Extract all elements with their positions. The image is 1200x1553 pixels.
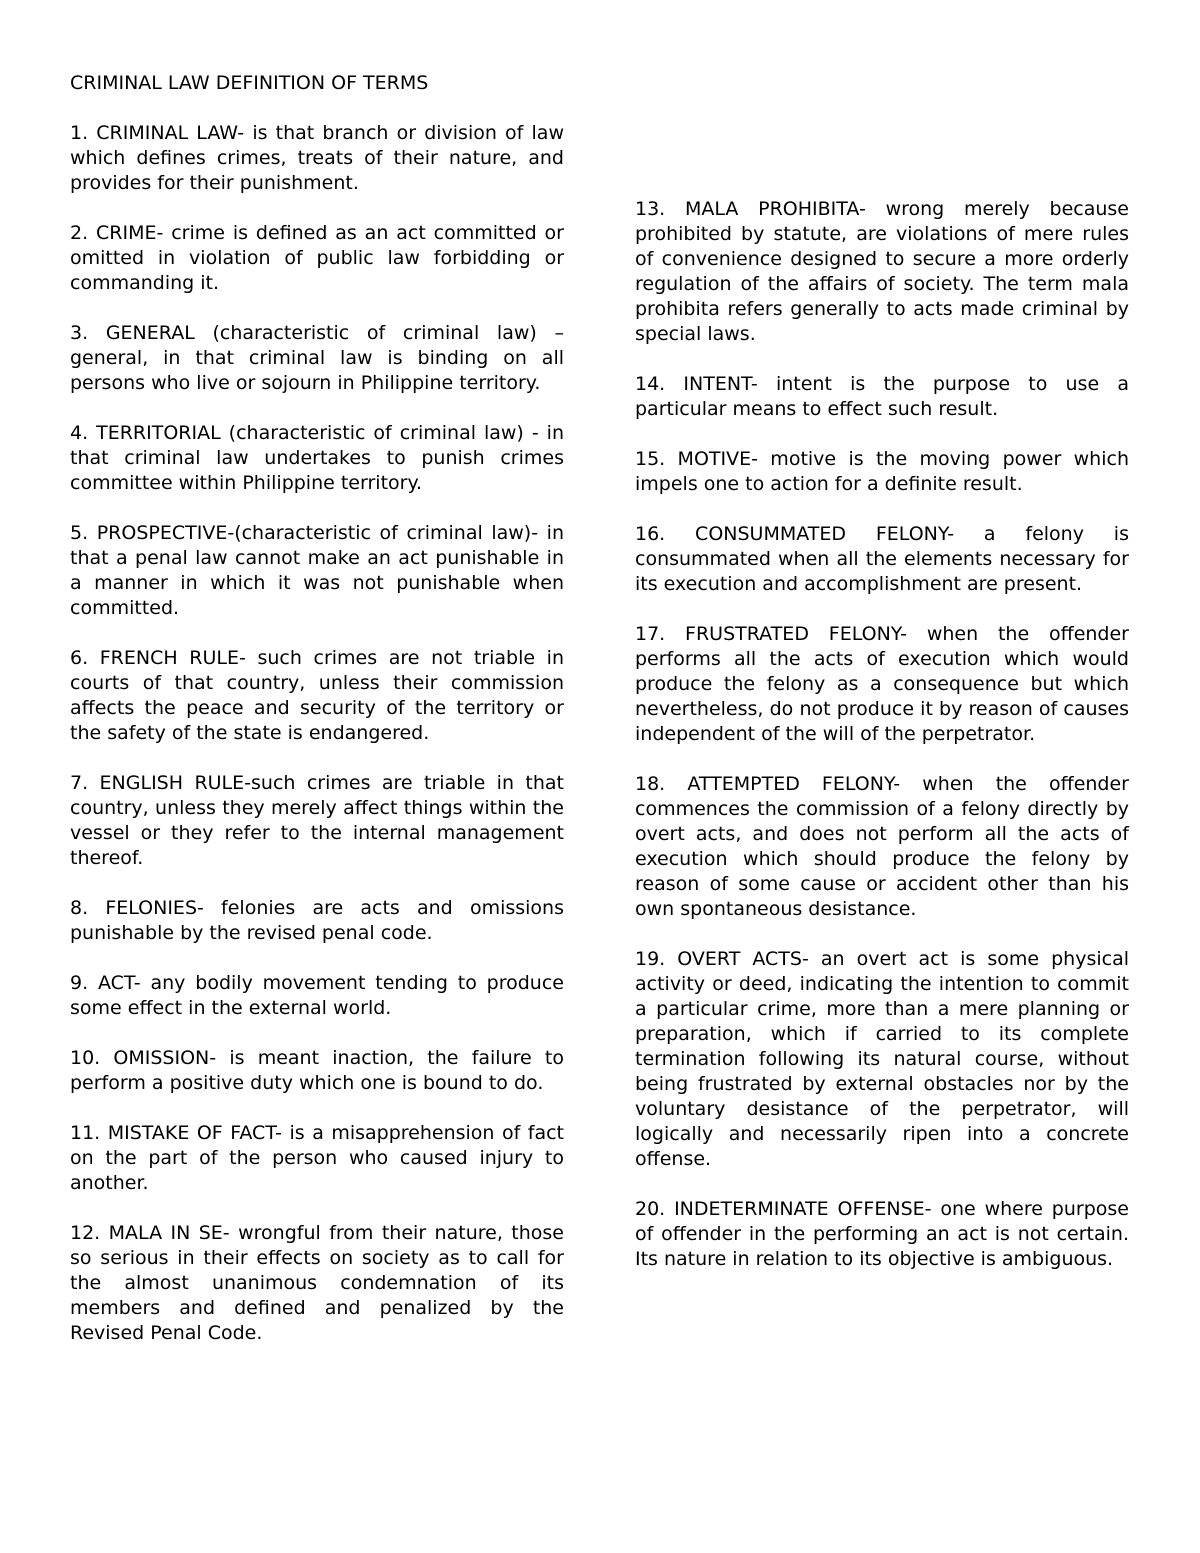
term-general: 3. GENERAL (characteristic of criminal law) – general, in that criminal law is binding on all persons who live or sojourn in Philippine territory. bbox=[70, 322, 564, 394]
right-column bbox=[635, 197, 1129, 1272]
term-frustrated-felony: 17. FRUSTRATED FELONY- when the offender performs all the acts of execution which would produce the felony as a consequence but which nevertheless, do not produce it by reason of causes independent of the will of the perpetrator. bbox=[635, 623, 1129, 745]
term-english-rule: 7. ENGLISH RULE-such crimes are triable in that country, unless they merely affect things within the vessel or they refer to the internal management thereof. bbox=[70, 772, 564, 869]
term-mala-in-se: 12. MALA IN SE- wrongful from their nature, those so serious in their effects on society as to call for the almost unanimous condemnation of its members and defined and penalized by the Revised Penal Code. bbox=[70, 1222, 564, 1344]
term-consummated-felony: 16. CONSUMMATED FELONY- a felony is consummated when all the elements necessary for its execution and accomplishment are present. bbox=[635, 523, 1129, 595]
term-felonies: 8. FELONIES- felonies are acts and omissions punishable by the revised penal code. bbox=[70, 897, 564, 944]
term-overt-acts: 19. OVERT ACTS- an overt act is some physical activity or deed, indicating the intention to commit a particular crime, more than a mere planning or preparation, which if carried to its complete termination following its natural course, without being frustrated by external obstacles nor by the voluntary desistance of the perpetrator, will logically and necessarily ripen into a concrete offense. bbox=[635, 948, 1129, 1170]
term-omission: 10. OMISSION- is meant inaction, the failure to perform a positive duty which one is bound to do. bbox=[70, 1047, 564, 1094]
term-mistake-of-fact: 11. MISTAKE OF FACT- is a misapprehension of fact on the part of the person who caused injury to another. bbox=[70, 1122, 564, 1194]
term-indeterminate-offense: 20. INDETERMINATE OFFENSE- one where purpose of offender in the performing an act is not certain. Its nature in relation to its objective is ambiguous. bbox=[635, 1198, 1129, 1270]
left-column bbox=[70, 71, 564, 1346]
term-intent: 14. INTENT- intent is the purpose to use a particular means to effect such result. bbox=[635, 373, 1129, 420]
document-title: CRIMINAL LAW DEFINITION OF TERMS bbox=[70, 72, 429, 94]
term-attempted-felony: 18. ATTEMPTED FELONY- when the offender commences the commission of a felony directly by overt acts, and does not perform all the acts of execution which should produce the felony by reason of some cause or accident other than his own spontaneous desistance. bbox=[635, 773, 1129, 920]
term-motive: 15. MOTIVE- motive is the moving power which impels one to action for a definite result. bbox=[635, 448, 1129, 495]
term-criminal-law: 1. CRIMINAL LAW- is that branch or division of law which defines crimes, treats of their nature, and provides for their punishment. bbox=[70, 122, 564, 194]
term-crime: 2. CRIME- crime is defined as an act committed or omitted in violation of public law forbidding or commanding it. bbox=[70, 222, 564, 294]
term-prospective: 5. PROSPECTIVE-(characteristic of criminal law)- in that a penal law cannot make an act punishable in a manner in which it was not punishable when committed. bbox=[70, 522, 564, 619]
term-french-rule: 6. FRENCH RULE- such crimes are not triable in courts of that country, unless their commission affects the peace and security of the territory or the safety of the state is endangered. bbox=[70, 647, 564, 744]
term-act: 9. ACT- any bodily movement tending to produce some effect in the external world. bbox=[70, 972, 564, 1019]
term-territorial: 4. TERRITORIAL (characteristic of criminal law) - in that criminal law undertakes to punish crimes committee within Philippine territory. bbox=[70, 422, 564, 494]
term-mala-prohibita: 13. MALA PROHIBITA- wrong merely because prohibited by statute, are violations of mere rules of convenience designed to secure a more orderly regulation of the affairs of society. The term mala prohibita refers generally to acts made criminal by special laws. bbox=[635, 198, 1129, 345]
